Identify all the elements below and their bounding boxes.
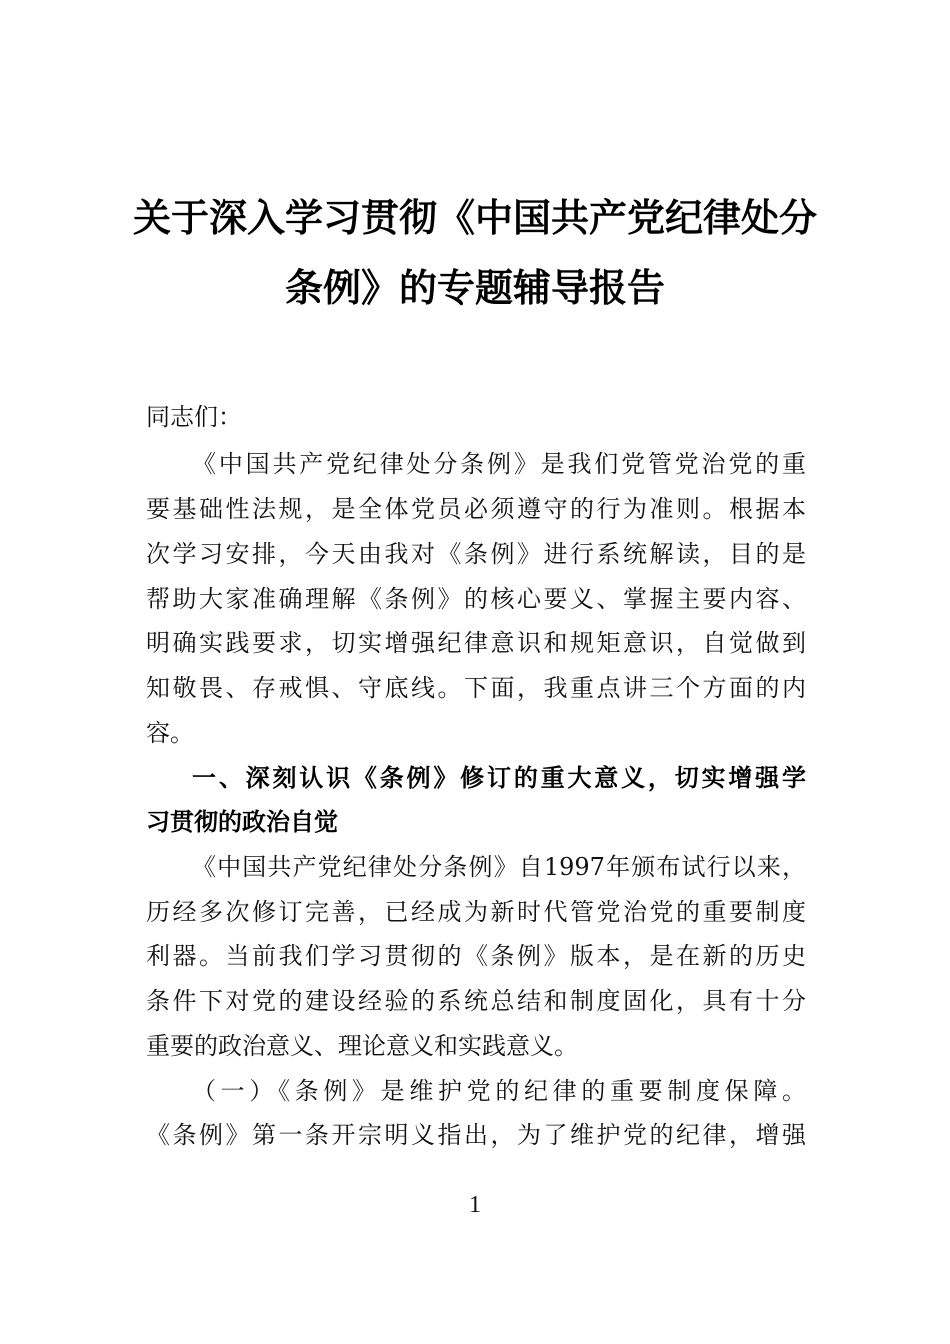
section-1-line-4: 条件下对党的建设经验的系统总结和制度固化，具有十分 (146, 987, 806, 1015)
intro-line-4: 帮助大家准确理解《条例》的核心要义、掌握主要内容、 (146, 585, 806, 613)
section-1-line-5: 重要的政治意义、理论意义和实践意义。 (146, 1032, 578, 1060)
document-title-line-1: 关于深入学习贯彻《中国共产党纪律处分 (132, 196, 817, 240)
section-1-line-3: 利器。当前我们学习贯彻的《条例》版本，是在新的历史 (146, 942, 806, 970)
subsection-1-line-2: 《条例》第一条开宗明义指出，为了维护党的纪律，增强 (146, 1121, 806, 1149)
greeting: 同志们： (146, 403, 242, 431)
document-title-line-2: 条例》的专题辅导报告 (284, 266, 665, 310)
page-number: 1 (469, 1192, 481, 1218)
intro-line-2: 要基础性法规，是全体党员必须遵守的行为准则。根据本 (146, 495, 806, 523)
section-1-line-2: 历经多次修订完善，已经成为新时代管党治党的重要制度 (146, 898, 806, 926)
intro-line-7: 容。 (146, 719, 194, 747)
intro-line-6: 知敬畏、存戒惧、守底线。下面，我重点讲三个方面的内 (146, 674, 806, 702)
intro-line-1: 《中国共产党纪律处分条例》是我们党管党治党的重 (192, 450, 806, 478)
section-1-heading-line-2: 习贯彻的政治自觉 (146, 808, 338, 836)
subsection-1-line-1: （一）《条例》是维护党的纪律的重要制度保障。 (192, 1077, 806, 1105)
section-1-heading-line-1: 一、深刻认识《条例》修订的重大意义，切实增强学 (192, 764, 806, 792)
intro-line-3: 次学习安排，今天由我对《条例》进行系统解读，目的是 (146, 540, 806, 568)
intro-line-5: 明确实践要求，切实增强纪律意识和规矩意识，自觉做到 (146, 629, 806, 657)
section-1-line-1: 《中国共产党纪律处分条例》自1997年颁布试行以来， (192, 853, 806, 881)
